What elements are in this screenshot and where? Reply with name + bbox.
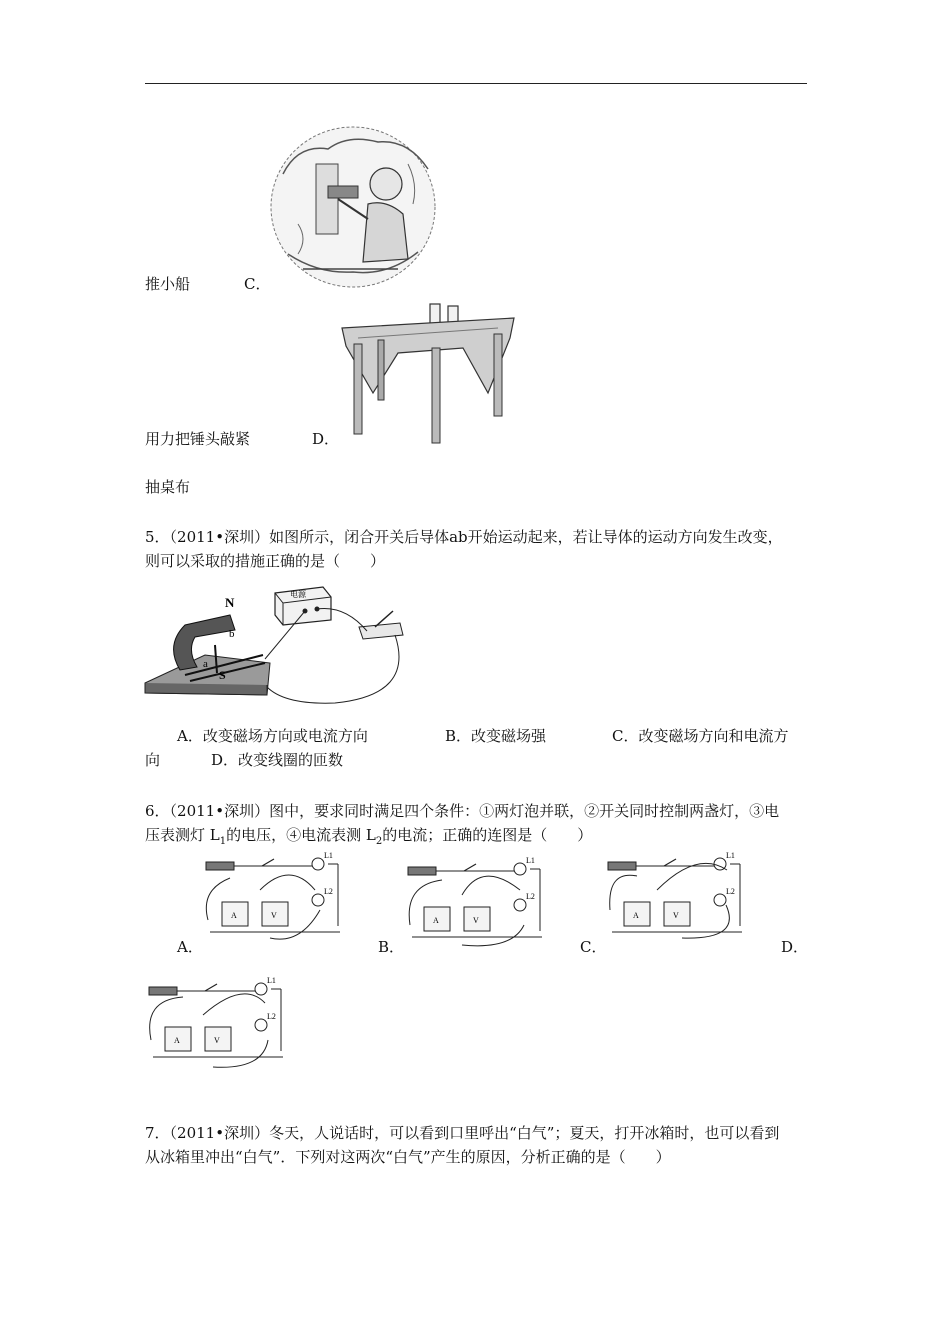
q6-option-b: B． <box>378 938 405 956</box>
q5-option-d: D．改变线圈的匝数 <box>211 751 344 769</box>
lamp-2-label: L2 <box>267 1012 276 1021</box>
ammeter-label: A <box>633 911 639 920</box>
tablecloth-illustration <box>338 298 520 446</box>
voltmeter-label: V <box>271 911 277 920</box>
q6-number: 6． <box>145 802 170 820</box>
lamp-1-label: L1 <box>267 976 276 985</box>
conductor-b-label: b <box>229 628 235 640</box>
q5-stem-line1: 如图所示，闭合开关后导体ab开始运动起来，若让导体的运动方向发生改变， <box>269 528 783 546</box>
q6-figure-b <box>402 855 550 950</box>
lamp-2-label: L2 <box>726 887 735 896</box>
q6-source: （2011•深圳） <box>169 802 270 820</box>
q6-option-a: A． <box>177 938 203 956</box>
voltmeter-label: V <box>214 1036 220 1045</box>
question-5 <box>145 525 815 573</box>
q5-option-a: A．改变磁场方向或电流方向 <box>177 727 368 745</box>
lamp-2-label: L2 <box>324 887 333 896</box>
q7-stem-line1: 冬天，人说话时，可以看到口里呼出“白气”；夏天，打开冰箱时，也可以看到 <box>269 1124 780 1142</box>
lamp-1-label: L1 <box>526 856 535 865</box>
option-c-marker: C． <box>244 275 271 293</box>
q6-figure-d <box>143 975 291 1070</box>
q6-stem-line2a: 压表测灯 L <box>145 826 220 844</box>
lamp-1-label: L1 <box>324 851 333 860</box>
question-6 <box>145 799 815 854</box>
q5-number: 5． <box>145 528 170 546</box>
north-pole-label: N <box>225 595 235 610</box>
option-c-label: 用力把锤头敲紧 <box>145 430 251 448</box>
q6-option-c: C． <box>580 938 607 956</box>
voltmeter-label: V <box>473 916 479 925</box>
voltmeter-label: V <box>673 911 679 920</box>
lamp-2-label: L2 <box>526 892 535 901</box>
q6-stem-line1: 图中，要求同时满足四个条件：①两灯泡并联，②开关同时控制两盏灯，③电 <box>269 802 780 820</box>
q6-stem-line2b: 的电压，④电流表测 L <box>226 826 376 844</box>
option-b-label: 推小船 <box>145 275 191 293</box>
q5-option-c: C．改变磁场方向和电流方 <box>612 727 789 745</box>
power-source-label: 电源 <box>290 590 306 599</box>
ammeter-label: A <box>433 916 439 925</box>
q6-stem-line2c: 的电流；正确的连图是（ ） <box>382 826 593 844</box>
conductor-a-label: a <box>203 658 208 670</box>
option-d-label: 抽桌布 <box>145 478 191 496</box>
q5-option-c-cont: 向 <box>145 751 161 769</box>
ammeter-label: A <box>231 911 237 920</box>
q7-stem-line2: 从冰箱里冲出“白气”．下列对这两次“白气”产生的原因，分析正确的是（ ） <box>145 1148 671 1166</box>
q5-stem-line2: 则可以采取的措施正确的是（ ） <box>145 552 386 570</box>
q6-option-d: D． <box>781 938 809 956</box>
option-d-marker: D． <box>312 430 340 448</box>
hammer-illustration <box>268 124 438 290</box>
q5-circuit-figure <box>145 575 415 720</box>
header-rule <box>145 83 807 84</box>
q6-figure-c <box>602 850 750 945</box>
q5-option-b: B．改变磁场强 <box>445 727 547 745</box>
q5-source: （2011•深圳） <box>169 528 270 546</box>
q7-source: （2011•深圳） <box>169 1124 270 1142</box>
q7-number: 7． <box>145 1124 170 1142</box>
question-7 <box>145 1121 815 1169</box>
south-pole-label: S <box>219 668 226 682</box>
q6-figure-a <box>200 850 348 945</box>
q6-sub-1: 1 <box>219 836 227 847</box>
lamp-1-label: L1 <box>726 851 735 860</box>
ammeter-label: A <box>174 1036 180 1045</box>
q6-sub-2: 2 <box>375 836 383 847</box>
